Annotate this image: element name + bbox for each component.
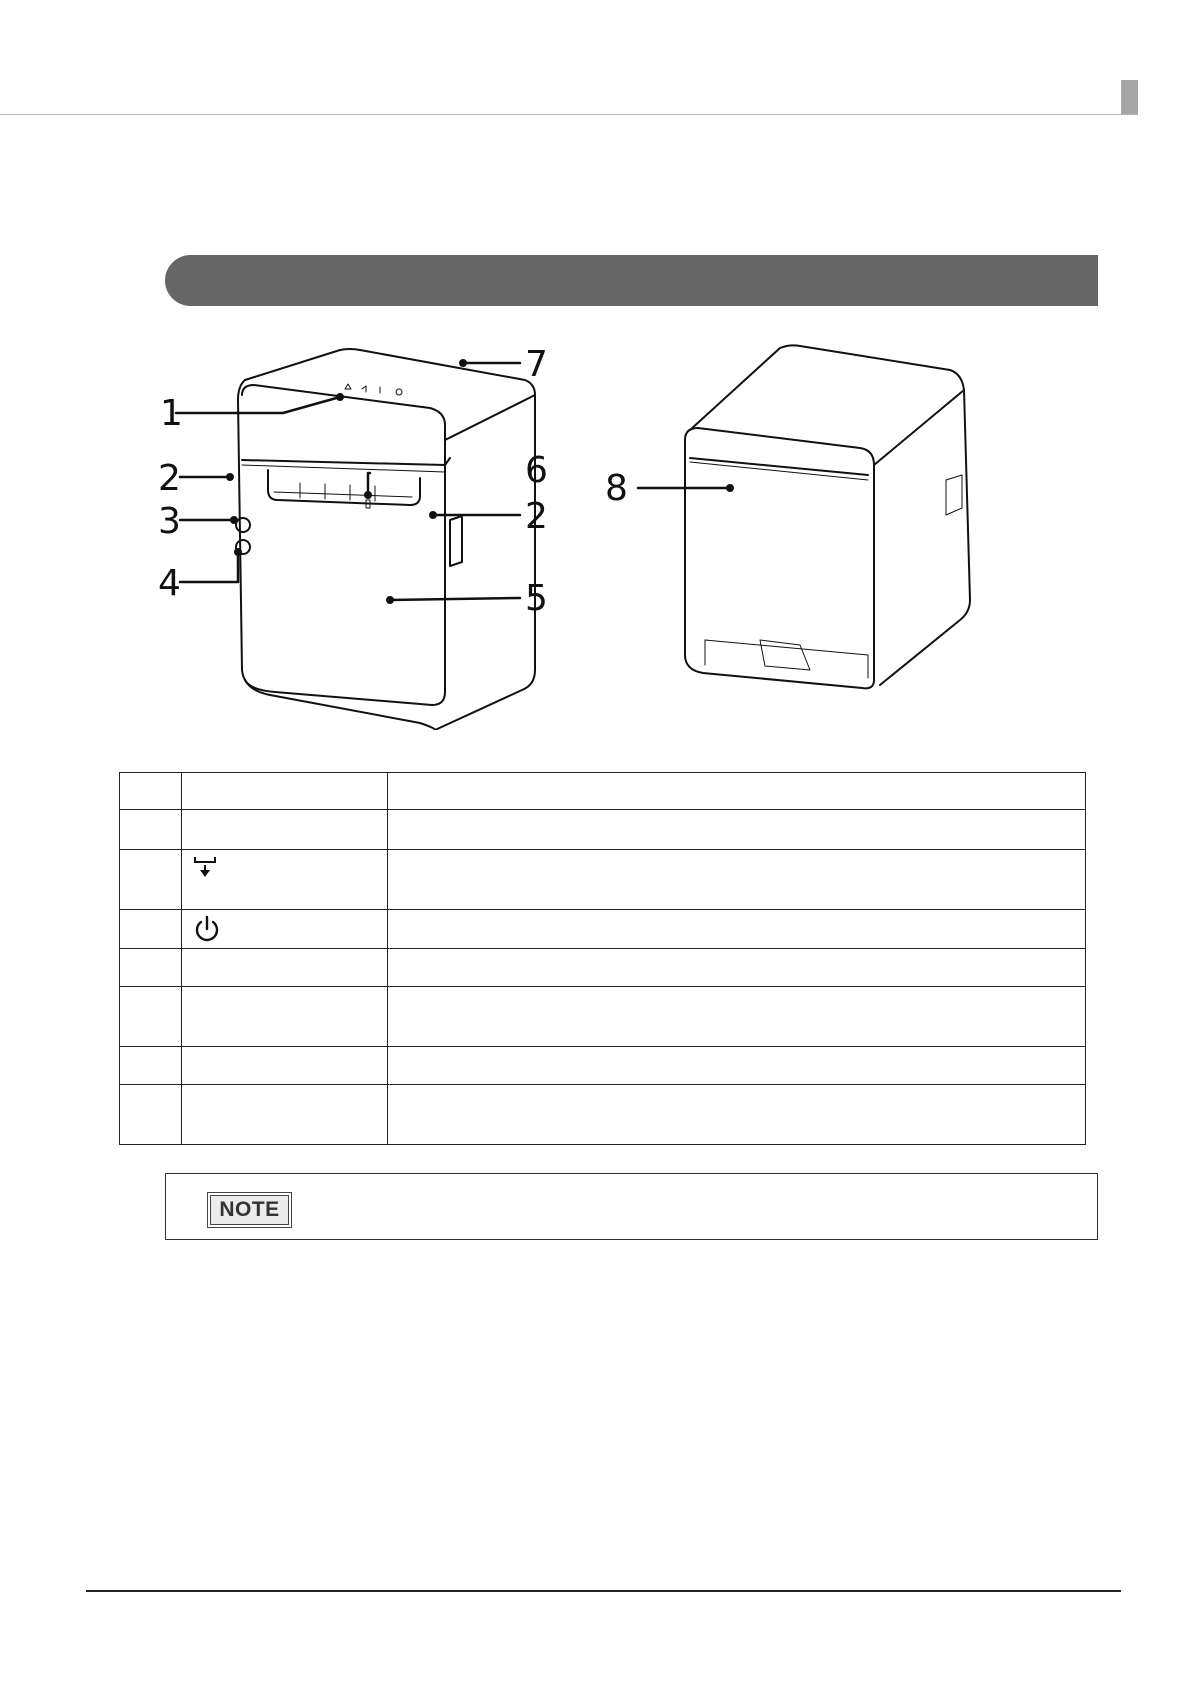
bottom-rule [86, 1590, 1121, 1592]
callout-7: 7 [525, 344, 548, 385]
part-number [120, 850, 182, 910]
front-printer-drawing [236, 349, 535, 730]
table-row [120, 1085, 1086, 1145]
part-name [182, 810, 388, 850]
part-description [388, 773, 1086, 810]
parts-table [119, 772, 1086, 1145]
part-number [120, 949, 182, 987]
table-row [120, 850, 1086, 910]
callout-2-right: 2 [525, 496, 548, 537]
part-description [388, 810, 1086, 850]
paper-feed-icon [192, 854, 377, 880]
table-row [120, 773, 1086, 810]
part-description [388, 1047, 1086, 1085]
table-row [120, 810, 1086, 850]
part-name [182, 1047, 388, 1085]
callout-4: 4 [158, 563, 181, 604]
callout-2-left: 2 [158, 458, 181, 499]
top-rule [0, 114, 1138, 115]
callout-5: 5 [525, 578, 548, 619]
page-tab-marker [1121, 80, 1138, 114]
back-printer-drawing [685, 345, 970, 688]
section-heading-bar [165, 255, 1098, 306]
callout-1: 1 [160, 393, 183, 434]
part-description [388, 987, 1086, 1047]
part-description [388, 910, 1086, 949]
part-number [120, 1085, 182, 1145]
note-badge-label: NOTE [210, 1195, 289, 1225]
part-name [182, 910, 388, 949]
part-name [182, 773, 388, 810]
note-badge [207, 1192, 292, 1228]
part-number [120, 987, 182, 1047]
note-box [165, 1173, 1098, 1240]
part-description [388, 850, 1086, 910]
table-row [120, 987, 1086, 1047]
part-number [120, 910, 182, 949]
part-description [388, 949, 1086, 987]
part-name [182, 949, 388, 987]
part-number [120, 773, 182, 810]
callout-6: 6 [525, 450, 548, 491]
table-row [120, 949, 1086, 987]
callout-3: 3 [158, 501, 181, 542]
power-icon [192, 914, 377, 944]
table-row [120, 1047, 1086, 1085]
part-number [120, 1047, 182, 1085]
part-number [120, 810, 182, 850]
part-name [182, 850, 388, 910]
part-description [388, 1085, 1086, 1145]
part-name [182, 987, 388, 1047]
table-row [120, 910, 1086, 949]
callout-8: 8 [605, 468, 628, 509]
printer-illustration [150, 340, 1050, 730]
part-name [182, 1085, 388, 1145]
